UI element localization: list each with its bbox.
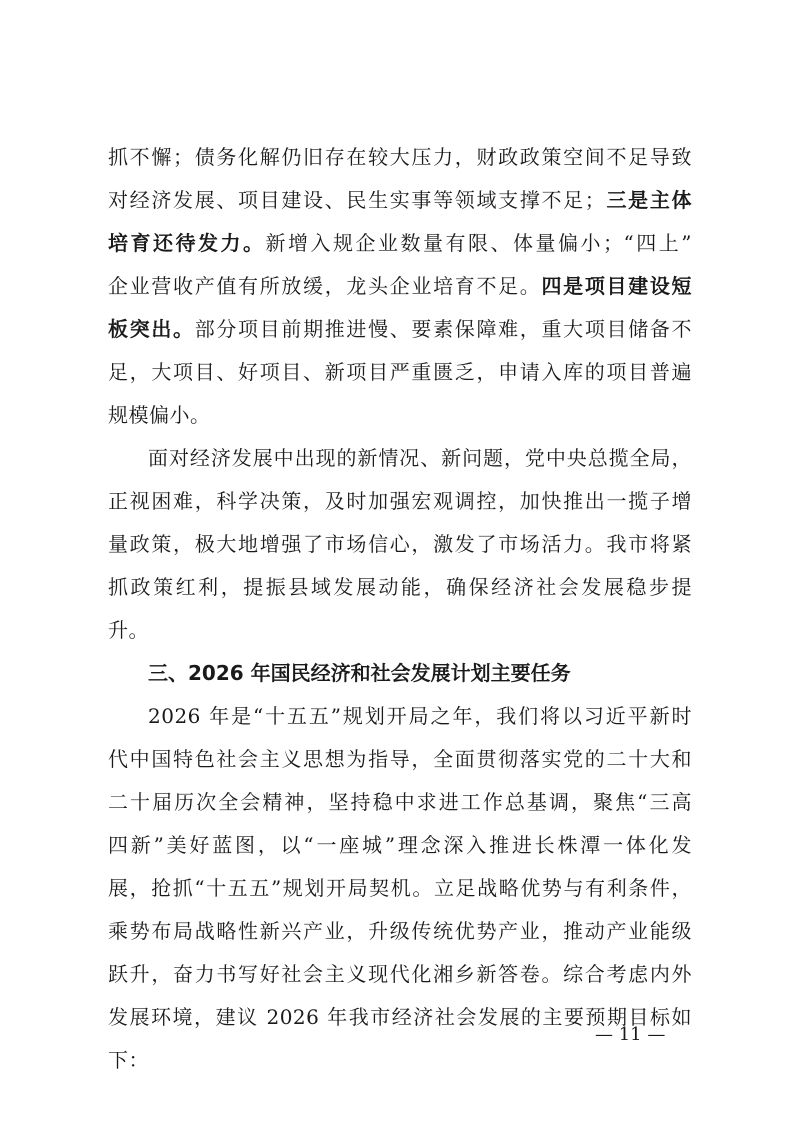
paragraph-1-line-3-text: 新增入规企业数量有限、体量偏小；“四上” xyxy=(265,231,692,255)
paragraph-3-line-4: 四新”美好蓝图，以“一座城”理念深入推进长株潭一体化发 xyxy=(108,833,692,857)
paragraph-3-line-7: 跃升，奋力书写好社会主义现代化湘乡新答卷。综合考虑内外 xyxy=(108,962,692,986)
point-three-heading-cont: 培育还待发力。 xyxy=(108,231,266,255)
paragraph-2-line-2: 正视困难，科学决策，及时加强宏观调控，加快推出一揽子增 xyxy=(108,489,692,513)
paragraph-2-line-1: 面对经济发展中出现的新情况、新问题，党中央总揽全局， xyxy=(148,446,692,470)
paragraph-1-line-7: 规模偏小。 xyxy=(108,403,211,427)
paragraph-3-line-6: 乘势布局战略性新兴产业，升级传统优势产业，推动产业能级 xyxy=(108,919,692,943)
paragraph-2-line-3: 量政策，极大地增强了市场信心，激发了市场活力。我市将紧 xyxy=(108,532,692,556)
paragraph-3-line-1: 2026 年是“十五五”规划开局之年，我们将以习近平新时 xyxy=(148,704,692,728)
paragraph-1-line-1: 抓不懈；债务化解仍旧存在较大压力，财政政策空间不足导致 xyxy=(108,145,692,169)
paragraph-1-line-5 xyxy=(108,307,692,351)
paragraph-1-line-2-text: 对经济发展、项目建设、民生实事等领域支撑不足； xyxy=(108,188,606,212)
paragraph-3-line-2: 代中国特色社会主义思想为指导，全面贯彻落实党的二十大和 xyxy=(108,747,692,771)
paragraph-2-line-4: 抓政策红利，提振县域发展动能，确保经济社会发展稳步提 xyxy=(108,575,692,599)
paragraph-1-line-4 xyxy=(108,264,692,308)
point-four-heading-cont: 板突出。 xyxy=(108,317,195,341)
paragraph-1-line-3 xyxy=(108,221,692,265)
paragraph-1-line-5-text: 部分项目前期推进慢、要素保障难，重大项目储备不 xyxy=(194,317,693,341)
paragraph-3-line-3: 二十届历次全会精神，坚持稳中求进工作总基调，聚焦“三高 xyxy=(108,790,692,814)
paragraph-3-line-5: 展，抢抓“十五五”规划开局契机。立足战略优势与有利条件， xyxy=(108,876,692,900)
point-three-heading: 三是主体 xyxy=(605,188,693,212)
page-number: — 11 — xyxy=(595,1024,666,1045)
section-heading: 三、2026 年国民经济和社会发展计划主要任务 xyxy=(148,661,571,685)
paragraph-3-line-9: 下： xyxy=(108,1048,149,1072)
paragraph-1-line-4-text: 企业营收产值有所放缓，龙头企业培育不足。 xyxy=(108,274,542,298)
paragraph-1-line-6: 足，大项目、好项目、新项目严重匮乏，申请入库的项目普遍 xyxy=(108,360,692,384)
paragraph-3-line-8: 发展环境，建议 2026 年我市经济社会发展的主要预期目标如 xyxy=(108,1005,692,1029)
paragraph-1-line-2 xyxy=(108,178,692,222)
paragraph-2-line-5: 升。 xyxy=(108,618,149,642)
point-four-heading: 四是项目建设短 xyxy=(541,274,693,298)
